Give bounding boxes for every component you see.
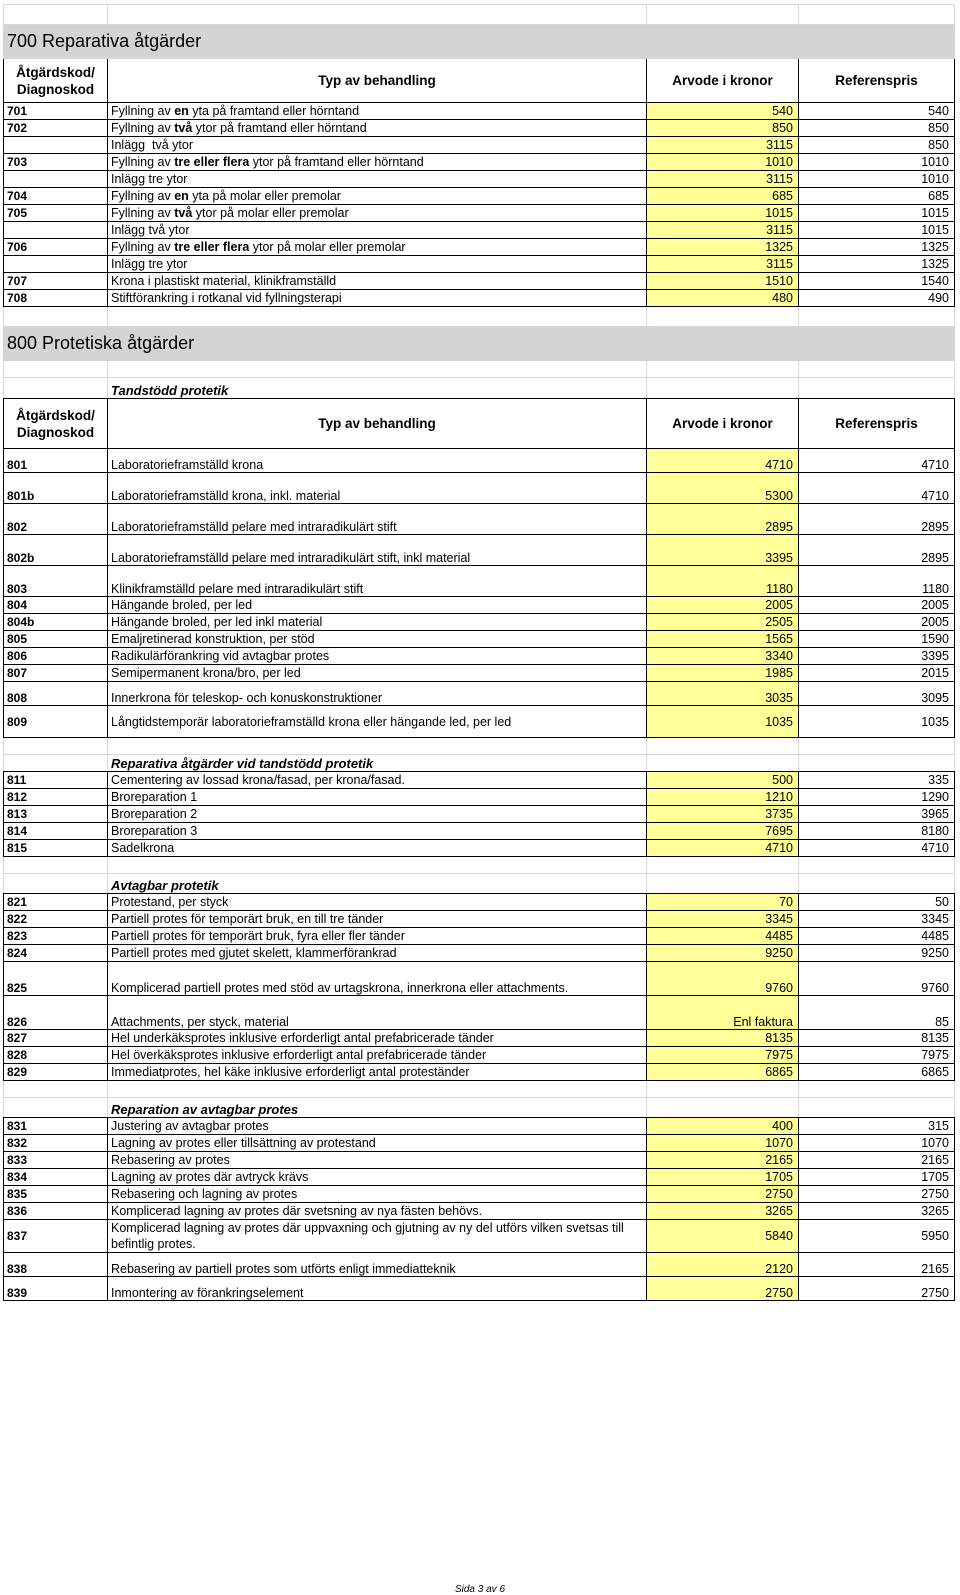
row-ref: 5950 — [799, 1220, 955, 1253]
section-band — [4, 25, 955, 59]
row-fee: 2750 — [647, 1186, 799, 1203]
table-row — [4, 171, 955, 188]
row-code: 837 — [4, 1220, 108, 1253]
column-header-row — [4, 399, 955, 449]
row-description: Laboratorieframställd krona — [108, 449, 647, 473]
row-fee: 1070 — [647, 1135, 799, 1152]
table-row — [4, 928, 955, 945]
description-bold: tre eller flera — [174, 240, 250, 254]
row-fee: 2120 — [647, 1253, 799, 1277]
row-fee: 2895 — [647, 504, 799, 535]
row-ref: 8180 — [799, 823, 955, 840]
subsection-title: Reparativa åtgärder vid tandstödd protetik — [108, 755, 647, 772]
row-ref: 6865 — [799, 1064, 955, 1081]
row-fee: 850 — [647, 120, 799, 137]
row-code: 802 — [4, 504, 108, 535]
description-text: ytor på molar eller premolar — [192, 206, 349, 220]
row-code: 835 — [4, 1186, 108, 1203]
row-code: 703 — [4, 154, 108, 171]
subsection-row — [4, 378, 955, 399]
row-fee: 1985 — [647, 665, 799, 682]
row-description: Hel överkäksprotes inklusive erforderligt antal prefabricerade tänder — [108, 1047, 647, 1064]
row-fee: 3115 — [647, 137, 799, 154]
row-description — [108, 256, 647, 273]
row-fee: 3115 — [647, 222, 799, 239]
row-ref: 50 — [799, 894, 955, 911]
row-fee: Enl faktura — [647, 996, 799, 1030]
row-fee: 1035 — [647, 706, 799, 738]
table-row — [4, 188, 955, 205]
row-ref: 2750 — [799, 1277, 955, 1301]
subsection-row — [4, 755, 955, 772]
description-bold: en — [174, 104, 189, 118]
row-code: 804b — [4, 614, 108, 631]
header-code: Åtgärdskod/ Diagnoskod — [4, 399, 108, 449]
page-number: Sida 3 av 6 — [454, 1584, 506, 1595]
row-ref: 315 — [799, 1118, 955, 1135]
table-row — [4, 1135, 955, 1152]
row-code — [4, 256, 108, 273]
row-code: 832 — [4, 1135, 108, 1152]
row-ref: 1035 — [799, 706, 955, 738]
header-type: Typ av behandling — [108, 399, 647, 449]
row-fee: 4710 — [647, 840, 799, 857]
row-ref: 1015 — [799, 205, 955, 222]
table-row — [4, 1169, 955, 1186]
description-text: Fyllning av — [111, 189, 175, 203]
row-code: 824 — [4, 945, 108, 962]
row-description: Långtidstemporär laboratorieframställd krona eller hängande led, per led — [108, 706, 647, 738]
table-row — [4, 120, 955, 137]
spacer-row — [4, 361, 955, 378]
row-fee: 3115 — [647, 256, 799, 273]
price-table — [3, 4, 955, 1301]
table-row — [4, 1047, 955, 1064]
row-fee: 3340 — [647, 648, 799, 665]
row-fee: 1325 — [647, 239, 799, 256]
description-text: yta på framtand eller hörntand — [188, 104, 360, 118]
spacer-row — [4, 5, 955, 25]
row-description: Komplicerad lagning av protes där uppvaxning och gjutning av ny del utförs vilken svetsas till befintlig protes. — [108, 1220, 647, 1253]
table-row — [4, 154, 955, 171]
row-ref: 2015 — [799, 665, 955, 682]
row-fee: 3395 — [647, 535, 799, 566]
description-text: yta på molar eller premolar — [188, 189, 341, 203]
subsection-row — [4, 874, 955, 894]
table-row — [4, 1253, 955, 1277]
table-row — [4, 706, 955, 738]
description-text: Inlägg två ytor — [111, 223, 190, 237]
row-fee: 2005 — [647, 597, 799, 614]
table-row — [4, 682, 955, 706]
table-row — [4, 1203, 955, 1220]
table-row — [4, 535, 955, 566]
row-code: 808 — [4, 682, 108, 706]
description-text: Fyllning av — [111, 206, 175, 220]
row-code: 815 — [4, 840, 108, 857]
table-row — [4, 789, 955, 806]
description-text: Fyllning av — [111, 240, 175, 254]
row-ref: 1010 — [799, 171, 955, 188]
row-fee: 480 — [647, 290, 799, 307]
row-fee: 4485 — [647, 928, 799, 945]
column-header-row — [4, 59, 955, 103]
row-code: 701 — [4, 103, 108, 120]
row-fee: 4710 — [647, 449, 799, 473]
description-text: Inlägg två ytor — [111, 138, 193, 152]
table-row — [4, 1220, 955, 1253]
row-description: Protestand, per styck — [108, 894, 647, 911]
row-ref: 1070 — [799, 1135, 955, 1152]
row-fee: 1565 — [647, 631, 799, 648]
section-title: 700 Reparativa åtgärder — [4, 25, 955, 59]
row-code: 802b — [4, 535, 108, 566]
row-code: 807 — [4, 665, 108, 682]
table-row — [4, 1030, 955, 1047]
row-code: 838 — [4, 1253, 108, 1277]
row-fee: 5300 — [647, 473, 799, 504]
row-ref: 3265 — [799, 1203, 955, 1220]
row-ref: 1015 — [799, 222, 955, 239]
row-description: Hängande broled, per led inkl material — [108, 614, 647, 631]
row-description: Klinikframställd pelare med intraradikulärt stift — [108, 566, 647, 597]
row-description — [108, 120, 647, 137]
row-ref: 9250 — [799, 945, 955, 962]
table-row — [4, 962, 955, 996]
table-row — [4, 945, 955, 962]
row-code: 834 — [4, 1169, 108, 1186]
row-code: 823 — [4, 928, 108, 945]
row-code: 707 — [4, 273, 108, 290]
row-description: Semipermanent krona/bro, per led — [108, 665, 647, 682]
table-row — [4, 1064, 955, 1081]
description-text: Inlägg tre ytor — [111, 172, 188, 186]
table-row — [4, 566, 955, 597]
row-description — [108, 171, 647, 188]
row-ref: 685 — [799, 188, 955, 205]
subsection-title: Avtagbar protetik — [108, 874, 647, 894]
table-row — [4, 137, 955, 154]
row-code — [4, 222, 108, 239]
row-ref: 1705 — [799, 1169, 955, 1186]
row-fee: 3035 — [647, 682, 799, 706]
row-description — [108, 222, 647, 239]
table-row — [4, 449, 955, 473]
row-ref: 2895 — [799, 504, 955, 535]
row-ref: 8135 — [799, 1030, 955, 1047]
table-row — [4, 273, 955, 290]
row-ref: 2165 — [799, 1253, 955, 1277]
row-description: Komplicerad lagning av protes där svetsning av nya fästen behövs. — [108, 1203, 647, 1220]
row-ref: 1010 — [799, 154, 955, 171]
row-fee: 400 — [647, 1118, 799, 1135]
row-description: Komplicerad partiell protes med stöd av urtagskrona, innerkrona eller attachments. — [108, 962, 647, 996]
row-code: 804 — [4, 597, 108, 614]
row-description — [108, 154, 647, 171]
row-description: Rebasering av protes — [108, 1152, 647, 1169]
row-code: 833 — [4, 1152, 108, 1169]
row-ref: 85 — [799, 996, 955, 1030]
row-ref: 335 — [799, 772, 955, 789]
row-fee: 540 — [647, 103, 799, 120]
row-description — [108, 290, 647, 307]
row-code: 809 — [4, 706, 108, 738]
table-row — [4, 103, 955, 120]
row-ref: 1540 — [799, 273, 955, 290]
row-description: Cementering av lossad krona/fasad, per krona/fasad. — [108, 772, 647, 789]
table-row — [4, 648, 955, 665]
row-fee: 3265 — [647, 1203, 799, 1220]
header-fee: Arvode i kronor — [647, 399, 799, 449]
row-description — [108, 103, 647, 120]
row-description: Rebasering av partiell protes som utförts enligt immediatteknik — [108, 1253, 647, 1277]
row-fee: 9760 — [647, 962, 799, 996]
subsection-title: Tandstödd protetik — [108, 378, 647, 399]
header-code: Åtgärdskod/ Diagnoskod — [4, 59, 108, 103]
description-text: Stiftförankring i rotkanal vid fyllningsterapi — [111, 291, 342, 305]
row-fee: 3735 — [647, 806, 799, 823]
row-fee: 2165 — [647, 1152, 799, 1169]
row-fee: 7695 — [647, 823, 799, 840]
row-description: Broreparation 3 — [108, 823, 647, 840]
row-ref: 1290 — [799, 789, 955, 806]
row-code: 805 — [4, 631, 108, 648]
row-code: 811 — [4, 772, 108, 789]
row-ref: 540 — [799, 103, 955, 120]
row-description: Innerkrona för teleskop- och konuskonstruktioner — [108, 682, 647, 706]
table-row — [4, 290, 955, 307]
table-row — [4, 1186, 955, 1203]
row-description — [108, 273, 647, 290]
table-row — [4, 665, 955, 682]
row-code: 822 — [4, 911, 108, 928]
row-fee: 1210 — [647, 789, 799, 806]
spacer-row — [4, 857, 955, 874]
table-row — [4, 1118, 955, 1135]
table-row — [4, 597, 955, 614]
row-code: 826 — [4, 996, 108, 1030]
description-bold: en — [174, 189, 189, 203]
row-description: Partiell protes för temporärt bruk, fyra eller fler tänder — [108, 928, 647, 945]
row-code: 803 — [4, 566, 108, 597]
description-text: ytor på framtand eller hörntand — [192, 121, 367, 135]
row-code: 829 — [4, 1064, 108, 1081]
row-code: 702 — [4, 120, 108, 137]
table-row — [4, 806, 955, 823]
row-ref: 2895 — [799, 535, 955, 566]
row-code — [4, 137, 108, 154]
row-code: 839 — [4, 1277, 108, 1301]
row-fee: 1010 — [647, 154, 799, 171]
row-code: 828 — [4, 1047, 108, 1064]
section-band — [4, 327, 955, 361]
row-ref: 7975 — [799, 1047, 955, 1064]
description-bold: två — [174, 206, 193, 220]
table-row — [4, 614, 955, 631]
table-row — [4, 911, 955, 928]
row-code: 801b — [4, 473, 108, 504]
description-bold: tre eller flera — [174, 155, 250, 169]
row-code: 814 — [4, 823, 108, 840]
row-fee: 500 — [647, 772, 799, 789]
row-description: Hängande broled, per led — [108, 597, 647, 614]
row-description: Broreparation 1 — [108, 789, 647, 806]
row-ref: 1590 — [799, 631, 955, 648]
description-text: Fyllning av — [111, 104, 175, 118]
row-ref: 9760 — [799, 962, 955, 996]
row-ref: 850 — [799, 137, 955, 154]
row-description — [108, 239, 647, 256]
row-description: Justering av avtagbar protes — [108, 1118, 647, 1135]
row-fee: 3115 — [647, 171, 799, 188]
spacer-row — [4, 738, 955, 755]
row-code: 704 — [4, 188, 108, 205]
row-ref: 2750 — [799, 1186, 955, 1203]
row-description: Rebasering och lagning av protes — [108, 1186, 647, 1203]
row-fee: 5840 — [647, 1220, 799, 1253]
row-ref: 3095 — [799, 682, 955, 706]
row-description: Partiell protes med gjutet skelett, klammerförankrad — [108, 945, 647, 962]
table-row — [4, 504, 955, 535]
spacer-row — [4, 1081, 955, 1098]
row-description: Inmontering av förankringselement — [108, 1277, 647, 1301]
row-description: Hel underkäksprotes inklusive erforderligt antal prefabricerade tänder — [108, 1030, 647, 1047]
row-fee: 2750 — [647, 1277, 799, 1301]
row-description: Immediatprotes, hel käke inklusive erforderligt antal proteständer — [108, 1064, 647, 1081]
row-fee: 1510 — [647, 273, 799, 290]
description-text: Krona i plastiskt material, klinikframställd — [111, 274, 337, 288]
row-description: Attachments, per styck, material — [108, 996, 647, 1030]
description-text: Fyllning av — [111, 155, 175, 169]
row-fee: 1180 — [647, 566, 799, 597]
row-ref: 490 — [799, 290, 955, 307]
row-code: 801 — [4, 449, 108, 473]
table-row — [4, 222, 955, 239]
row-code: 836 — [4, 1203, 108, 1220]
row-ref: 3965 — [799, 806, 955, 823]
table-row — [4, 840, 955, 857]
header-fee: Arvode i kronor — [647, 59, 799, 103]
row-ref: 4710 — [799, 473, 955, 504]
table-row — [4, 1152, 955, 1169]
table-row — [4, 772, 955, 789]
row-ref: 4485 — [799, 928, 955, 945]
header-type: Typ av behandling — [108, 59, 647, 103]
row-description: Emaljretinerad konstruktion, per stöd — [108, 631, 647, 648]
description-text: Inlägg tre ytor — [111, 257, 188, 271]
header-ref: Referenspris — [799, 59, 955, 103]
spacer-row — [4, 307, 955, 327]
subsection-title: Reparation av avtagbar protes — [108, 1098, 647, 1118]
table-row — [4, 256, 955, 273]
header-ref: Referenspris — [799, 399, 955, 449]
row-description: Laboratorieframställd krona, inkl. material — [108, 473, 647, 504]
row-fee: 685 — [647, 188, 799, 205]
row-ref: 3395 — [799, 648, 955, 665]
row-description — [108, 137, 647, 154]
row-ref: 1325 — [799, 239, 955, 256]
description-bold: två — [174, 121, 193, 135]
row-code: 825 — [4, 962, 108, 996]
row-fee: 6865 — [647, 1064, 799, 1081]
row-ref: 1325 — [799, 256, 955, 273]
row-ref: 2005 — [799, 614, 955, 631]
row-fee: 9250 — [647, 945, 799, 962]
row-ref: 3345 — [799, 911, 955, 928]
description-text: Fyllning av — [111, 121, 175, 135]
row-ref: 2165 — [799, 1152, 955, 1169]
row-code: 831 — [4, 1118, 108, 1135]
table-row — [4, 473, 955, 504]
row-ref: 1180 — [799, 566, 955, 597]
description-text: ytor på molar eller premolar — [249, 240, 406, 254]
row-description: Partiell protes för temporärt bruk, en till tre tänder — [108, 911, 647, 928]
table-row — [4, 823, 955, 840]
row-fee: 8135 — [647, 1030, 799, 1047]
row-ref: 4710 — [799, 449, 955, 473]
price-list-sheet — [3, 4, 954, 1301]
row-code: 813 — [4, 806, 108, 823]
row-fee: 2505 — [647, 614, 799, 631]
table-row — [4, 239, 955, 256]
row-code: 705 — [4, 205, 108, 222]
row-description: Radikulärförankring vid avtagbar protes — [108, 648, 647, 665]
table-row — [4, 205, 955, 222]
table-row — [4, 1277, 955, 1301]
row-code — [4, 171, 108, 188]
row-description: Sadelkrona — [108, 840, 647, 857]
row-code: 812 — [4, 789, 108, 806]
row-ref: 2005 — [799, 597, 955, 614]
row-code: 821 — [4, 894, 108, 911]
subsection-row — [4, 1098, 955, 1118]
section-title: 800 Protetiska åtgärder — [4, 327, 955, 361]
table-row — [4, 996, 955, 1030]
table-row — [4, 631, 955, 648]
row-description: Lagning av protes eller tillsättning av protestand — [108, 1135, 647, 1152]
row-description — [108, 188, 647, 205]
row-description: Lagning av protes där avtryck krävs — [108, 1169, 647, 1186]
row-fee: 1015 — [647, 205, 799, 222]
row-fee: 1705 — [647, 1169, 799, 1186]
row-fee: 7975 — [647, 1047, 799, 1064]
row-code: 827 — [4, 1030, 108, 1047]
row-code: 708 — [4, 290, 108, 307]
row-code: 806 — [4, 648, 108, 665]
row-ref: 850 — [799, 120, 955, 137]
description-text: ytor på framtand eller hörntand — [249, 155, 424, 169]
row-description: Broreparation 2 — [108, 806, 647, 823]
row-code: 706 — [4, 239, 108, 256]
row-description — [108, 205, 647, 222]
row-ref: 4710 — [799, 840, 955, 857]
table-row — [4, 894, 955, 911]
row-fee: 3345 — [647, 911, 799, 928]
row-fee: 70 — [647, 894, 799, 911]
row-description: Laboratorieframställd pelare med intraradikulärt stift, inkl material — [108, 535, 647, 566]
row-description: Laboratorieframställd pelare med intraradikulärt stift — [108, 504, 647, 535]
